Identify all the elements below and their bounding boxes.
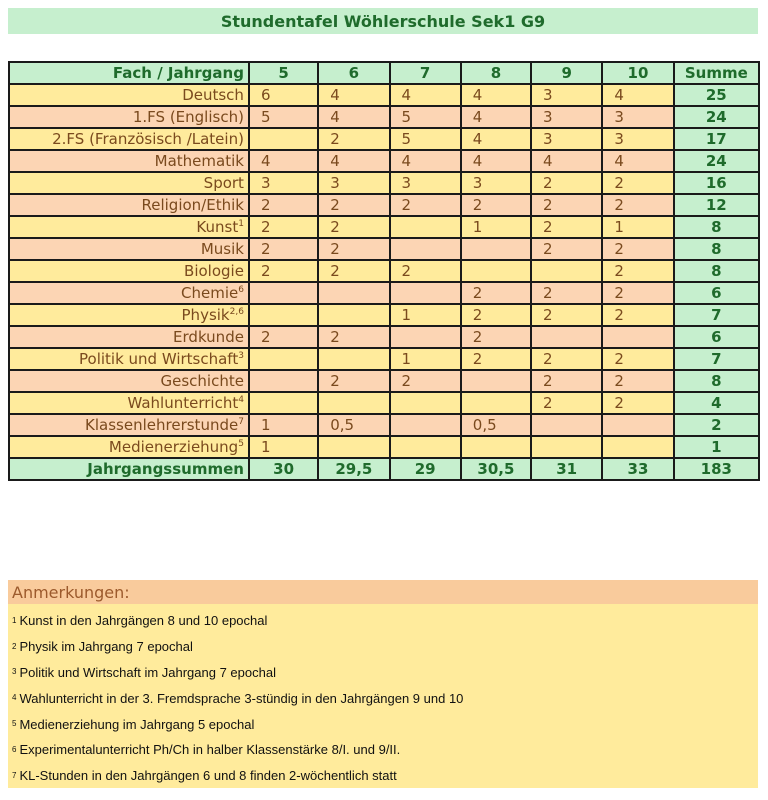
table-row xyxy=(9,414,759,436)
hours-cell: 2 xyxy=(531,216,602,238)
hours-cell: 3 xyxy=(602,106,673,128)
subject-cell xyxy=(9,194,249,216)
hours-cell: 2 xyxy=(602,392,673,414)
hours-cell xyxy=(249,392,318,414)
hours-cell: 2 xyxy=(461,194,531,216)
note-item: 2 Physik im Jahrgang 7 epochal xyxy=(12,639,193,655)
row-sum: 8 xyxy=(674,370,759,392)
subject-cell xyxy=(9,326,249,348)
table-row xyxy=(9,392,759,414)
note-item: 1 Kunst in den Jahrgängen 8 und 10 epochal xyxy=(12,613,268,629)
hours-cell xyxy=(249,128,318,150)
hours-cell xyxy=(390,238,461,260)
hours-cell: 2 xyxy=(602,370,673,392)
note-text: Medienerziehung im Jahrgang 5 epochal xyxy=(19,716,255,732)
table-row xyxy=(9,348,759,370)
hours-cell xyxy=(249,282,318,304)
hours-cell: 2 xyxy=(531,282,602,304)
hours-cell: 4 xyxy=(461,128,531,150)
hours-cell xyxy=(531,436,602,458)
hours-cell xyxy=(461,260,531,282)
table-row xyxy=(9,150,759,172)
hours-cell: 2 xyxy=(602,304,673,326)
hours-cell xyxy=(249,370,318,392)
note-text: Politik und Wirtschaft im Jahrgang 7 epochal xyxy=(19,664,276,680)
subject-name: Klassenlehrerstunde xyxy=(85,416,239,434)
hours-cell: 2 xyxy=(318,370,389,392)
note-text: KL-Stunden in den Jahrgängen 6 und 8 finden 2-wöchentlich statt xyxy=(19,768,397,784)
row-sum: 24 xyxy=(674,150,759,172)
footnote-ref: 4 xyxy=(238,395,244,405)
table-row xyxy=(9,106,759,128)
hours-cell: 4 xyxy=(461,84,531,106)
hours-cell: 4 xyxy=(390,84,461,106)
subject-cell xyxy=(9,260,249,282)
hours-cell: 3 xyxy=(318,172,389,194)
subject-cell xyxy=(9,282,249,304)
hours-cell: 1 xyxy=(390,348,461,370)
hours-cell: 2 xyxy=(461,348,531,370)
subject-cell xyxy=(9,128,249,150)
hours-cell: 2 xyxy=(390,260,461,282)
subject-name: Kunst xyxy=(196,218,239,236)
notes-heading: Anmerkungen: xyxy=(8,580,758,604)
hours-cell: 2 xyxy=(249,194,318,216)
row-sum: 8 xyxy=(674,216,759,238)
table-row xyxy=(9,194,759,216)
hours-cell xyxy=(531,260,602,282)
hours-cell xyxy=(390,392,461,414)
subject-name: Wahlunterricht xyxy=(127,394,239,412)
year-total: 29,5 xyxy=(318,458,389,480)
row-sum: 12 xyxy=(674,194,759,216)
stundentafel-table xyxy=(8,61,760,481)
hours-cell: 3 xyxy=(602,128,673,150)
year-total: 29 xyxy=(390,458,461,480)
hours-cell: 2 xyxy=(318,194,389,216)
hours-cell: 2 xyxy=(602,238,673,260)
hours-cell: 3 xyxy=(531,106,602,128)
hours-cell: 2 xyxy=(602,172,673,194)
hours-cell xyxy=(390,216,461,238)
hours-cell: 4 xyxy=(318,106,389,128)
hours-cell: 4 xyxy=(390,150,461,172)
note-item: 3 Politik und Wirtschaft im Jahrgang 7 epochal xyxy=(12,664,276,680)
table-row xyxy=(9,216,759,238)
table-header-row xyxy=(9,62,759,84)
subject-name: Medienerziehung xyxy=(108,438,239,456)
hours-cell: 2 xyxy=(249,238,318,260)
header-year: 10 xyxy=(602,62,673,84)
year-total: 30 xyxy=(249,458,318,480)
subject-name: 1.FS (Englisch) xyxy=(132,108,244,126)
subject-name: Musik xyxy=(200,240,244,258)
hours-cell xyxy=(249,348,318,370)
hours-cell: 2 xyxy=(318,238,389,260)
hours-cell: 2 xyxy=(318,260,389,282)
hours-cell: 4 xyxy=(602,84,673,106)
subject-cell xyxy=(9,348,249,370)
hours-cell: 1 xyxy=(602,216,673,238)
hours-cell: 2 xyxy=(602,348,673,370)
row-sum: 7 xyxy=(674,348,759,370)
hours-cell: 3 xyxy=(461,172,531,194)
note-item: 4 Wahlunterricht in der 3. Fremdsprache 3-stündig in den Jahrgängen 9 und 10 xyxy=(12,690,464,706)
header-year: 5 xyxy=(249,62,318,84)
year-total: 33 xyxy=(602,458,673,480)
table-footer-row xyxy=(9,458,759,480)
hours-cell: 4 xyxy=(461,150,531,172)
hours-cell: 2 xyxy=(461,326,531,348)
hours-cell: 4 xyxy=(531,150,602,172)
subject-cell xyxy=(9,84,249,106)
note-text: Physik im Jahrgang 7 epochal xyxy=(19,639,193,655)
row-sum: 7 xyxy=(674,304,759,326)
page-title: Stundentafel Wöhlerschule Sek1 G9 xyxy=(8,8,758,34)
row-sum: 1 xyxy=(674,436,759,458)
hours-cell xyxy=(318,304,389,326)
hours-cell: 2 xyxy=(249,216,318,238)
footnote-ref: 3 xyxy=(238,351,244,361)
hours-cell xyxy=(531,414,602,436)
header-year: 6 xyxy=(318,62,389,84)
hours-cell xyxy=(318,282,389,304)
row-sum: 8 xyxy=(674,238,759,260)
note-item: 5 Medienerziehung im Jahrgang 5 epochal xyxy=(12,716,255,732)
footnote-ref: 2,6 xyxy=(229,307,244,317)
table-row xyxy=(9,84,759,106)
hours-cell xyxy=(531,326,602,348)
subject-cell xyxy=(9,150,249,172)
hours-cell xyxy=(461,436,531,458)
row-sum: 2 xyxy=(674,414,759,436)
footnote-ref: 5 xyxy=(238,439,244,449)
hours-cell: 1 xyxy=(461,216,531,238)
hours-cell: 3 xyxy=(531,84,602,106)
hours-cell: 1 xyxy=(249,436,318,458)
hours-cell xyxy=(249,304,318,326)
year-total: 31 xyxy=(531,458,602,480)
header-label: Fach / Jahrgang xyxy=(9,62,249,84)
hours-cell: 2 xyxy=(602,260,673,282)
row-sum: 6 xyxy=(674,326,759,348)
table-row xyxy=(9,238,759,260)
hours-cell: 3 xyxy=(390,172,461,194)
hours-cell: 2 xyxy=(318,216,389,238)
year-total: 30,5 xyxy=(461,458,531,480)
hours-cell xyxy=(390,414,461,436)
hours-cell: 2 xyxy=(318,128,389,150)
hours-cell: 5 xyxy=(390,106,461,128)
hours-cell: 2 xyxy=(249,260,318,282)
note-item: 6 Experimentalunterricht Ph/Ch in halber Klassenstärke 8/I. und 9/II. xyxy=(12,742,401,758)
subject-cell xyxy=(9,414,249,436)
subject-name: Sport xyxy=(203,174,244,192)
hours-cell xyxy=(390,282,461,304)
hours-cell: 2 xyxy=(390,370,461,392)
hours-cell xyxy=(318,392,389,414)
note-text: Experimentalunterricht Ph/Ch in halber Klassenstärke 8/I. und 9/II. xyxy=(19,742,401,758)
subject-name: Chemie xyxy=(181,284,239,302)
hours-cell xyxy=(602,326,673,348)
footnote-ref: 7 xyxy=(238,417,244,427)
hours-cell xyxy=(390,436,461,458)
table-row xyxy=(9,326,759,348)
hours-cell: 0,5 xyxy=(461,414,531,436)
table-row xyxy=(9,304,759,326)
subject-cell xyxy=(9,392,249,414)
subject-cell xyxy=(9,238,249,260)
hours-cell: 0,5 xyxy=(318,414,389,436)
subject-cell xyxy=(9,304,249,326)
hours-cell: 2 xyxy=(318,326,389,348)
row-sum: 16 xyxy=(674,172,759,194)
table-row xyxy=(9,172,759,194)
note-item: 7 KL-Stunden in den Jahrgängen 6 und 8 finden 2-wöchentlich statt xyxy=(12,768,397,784)
hours-cell xyxy=(318,348,389,370)
table-row xyxy=(9,370,759,392)
hours-cell: 4 xyxy=(318,150,389,172)
hours-cell: 2 xyxy=(531,238,602,260)
hours-cell: 3 xyxy=(531,128,602,150)
table-row xyxy=(9,128,759,150)
hours-cell: 2 xyxy=(531,348,602,370)
row-sum: 4 xyxy=(674,392,759,414)
hours-cell: 2 xyxy=(461,282,531,304)
subject-name: Geschichte xyxy=(160,372,244,390)
subject-name: Biologie xyxy=(184,262,244,280)
hours-cell: 2 xyxy=(602,282,673,304)
hours-cell: 3 xyxy=(249,172,318,194)
hours-cell: 2 xyxy=(531,172,602,194)
table-row xyxy=(9,260,759,282)
subject-name: Physik xyxy=(181,306,230,324)
subject-cell xyxy=(9,216,249,238)
subject-cell xyxy=(9,436,249,458)
row-sum: 8 xyxy=(674,260,759,282)
subject-name: Religion/Ethik xyxy=(141,196,244,214)
hours-cell: 6 xyxy=(249,84,318,106)
hours-cell xyxy=(461,392,531,414)
hours-cell: 1 xyxy=(390,304,461,326)
hours-cell: 2 xyxy=(531,304,602,326)
row-sum: 24 xyxy=(674,106,759,128)
hours-cell: 2 xyxy=(531,392,602,414)
table-row xyxy=(9,436,759,458)
subject-cell xyxy=(9,106,249,128)
hours-cell: 2 xyxy=(390,194,461,216)
hours-cell: 4 xyxy=(318,84,389,106)
hours-cell xyxy=(461,238,531,260)
subject-name: Erdkunde xyxy=(173,328,244,346)
hours-cell: 2 xyxy=(602,194,673,216)
header-year: 8 xyxy=(461,62,531,84)
header-year: 7 xyxy=(390,62,461,84)
hours-cell: 4 xyxy=(249,150,318,172)
row-sum: 17 xyxy=(674,128,759,150)
notes-list xyxy=(8,604,758,788)
hours-cell: 5 xyxy=(390,128,461,150)
header-sum: Summe xyxy=(674,62,759,84)
table-row xyxy=(9,282,759,304)
header-year: 9 xyxy=(531,62,602,84)
hours-cell xyxy=(461,370,531,392)
grand-total: 183 xyxy=(674,458,759,480)
row-sum: 6 xyxy=(674,282,759,304)
hours-cell: 1 xyxy=(249,414,318,436)
subject-name: 2.FS (Französisch /Latein) xyxy=(52,130,244,148)
hours-cell xyxy=(602,414,673,436)
hours-cell: 5 xyxy=(249,106,318,128)
footnote-ref: 1 xyxy=(238,219,244,229)
hours-cell: 2 xyxy=(461,304,531,326)
hours-cell xyxy=(318,436,389,458)
subject-name: Deutsch xyxy=(182,86,244,104)
footnote-ref: 6 xyxy=(238,285,244,295)
hours-cell: 4 xyxy=(602,150,673,172)
footer-label: Jahrgangssummen xyxy=(9,458,249,480)
subject-name: Mathematik xyxy=(154,152,244,170)
subject-cell xyxy=(9,370,249,392)
subject-cell xyxy=(9,172,249,194)
hours-cell xyxy=(602,436,673,458)
note-text: Kunst in den Jahrgängen 8 und 10 epochal xyxy=(19,613,268,629)
row-sum: 25 xyxy=(674,84,759,106)
hours-cell xyxy=(390,326,461,348)
hours-cell: 4 xyxy=(461,106,531,128)
subject-name: Politik und Wirtschaft xyxy=(79,350,239,368)
hours-cell: 2 xyxy=(531,194,602,216)
hours-cell: 2 xyxy=(249,326,318,348)
hours-cell: 2 xyxy=(531,370,602,392)
note-text: Wahlunterricht in der 3. Fremdsprache 3-stündig in den Jahrgängen 9 und 10 xyxy=(19,690,464,706)
